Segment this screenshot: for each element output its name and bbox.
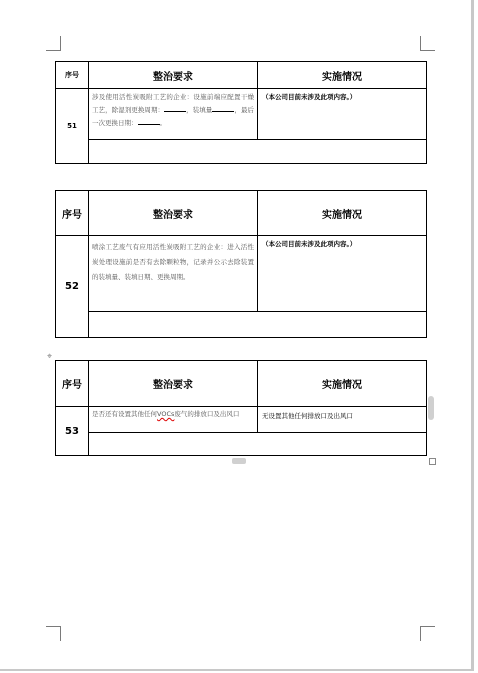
requirement-cell[interactable]: 是否还有设置其他任何VOCs废气的排放口及出风口 — [89, 407, 258, 433]
implementation-cell[interactable]: 无设置其他任何排放口及出风口 — [258, 407, 427, 433]
empty-row[interactable] — [89, 312, 427, 338]
requirement-cell[interactable]: 喷涂工艺废气有应用活性炭吸附工艺的企业：进入活性炭处理设施前是否有去除颗粒物，记录并公示去除装置的装填量、装填日期、更换周期。 — [89, 236, 258, 312]
blank-underline — [212, 103, 234, 112]
requirement-header: 整治要求 — [89, 361, 258, 407]
blank-underline — [138, 116, 160, 125]
implementation-cell[interactable]: （本公司目前未涉及此项内容。） — [258, 236, 427, 312]
crop-mark-top-right — [420, 36, 435, 51]
requirement-header: 整治要求 — [89, 191, 258, 236]
implementation-header: 实施情况 — [258, 361, 427, 407]
side-scroll-tab[interactable] — [428, 396, 434, 420]
item-number: 51 — [56, 89, 89, 164]
blank-underline — [164, 103, 186, 112]
seq-header: 序号 — [56, 361, 89, 407]
crop-mark-top-left — [46, 36, 61, 51]
empty-row[interactable] — [89, 433, 427, 456]
table-item-51 — [55, 61, 427, 164]
crop-mark-bottom-right — [420, 626, 435, 641]
table-item-52 — [55, 190, 427, 338]
table-resize-handle-icon[interactable] — [429, 458, 436, 465]
implementation-cell[interactable]: （本公司目前未涉及此项内容。） — [258, 89, 427, 140]
spellcheck-word: VOCs — [157, 410, 175, 418]
requirement-header: 整治要求 — [89, 62, 258, 89]
empty-row[interactable] — [89, 140, 427, 164]
implementation-header: 实施情况 — [258, 62, 427, 89]
item-number: 52 — [56, 236, 89, 338]
seq-header: 序号 — [56, 62, 89, 89]
requirement-cell[interactable]: 涉及使用活性炭吸附工艺的企业：设施前端应配置干燥工艺，除湿剂更换周期： ，装填量 ，最后一次更换日期： 。 — [89, 89, 258, 140]
table-move-handle-icon[interactable]: ⌖ — [47, 352, 53, 362]
crop-mark-bottom-left — [46, 626, 61, 641]
item-number: 53 — [56, 407, 89, 456]
seq-header: 序号 — [56, 191, 89, 236]
implementation-header: 实施情况 — [258, 191, 427, 236]
bottom-tab[interactable] — [232, 458, 246, 464]
table-item-53 — [55, 360, 427, 456]
